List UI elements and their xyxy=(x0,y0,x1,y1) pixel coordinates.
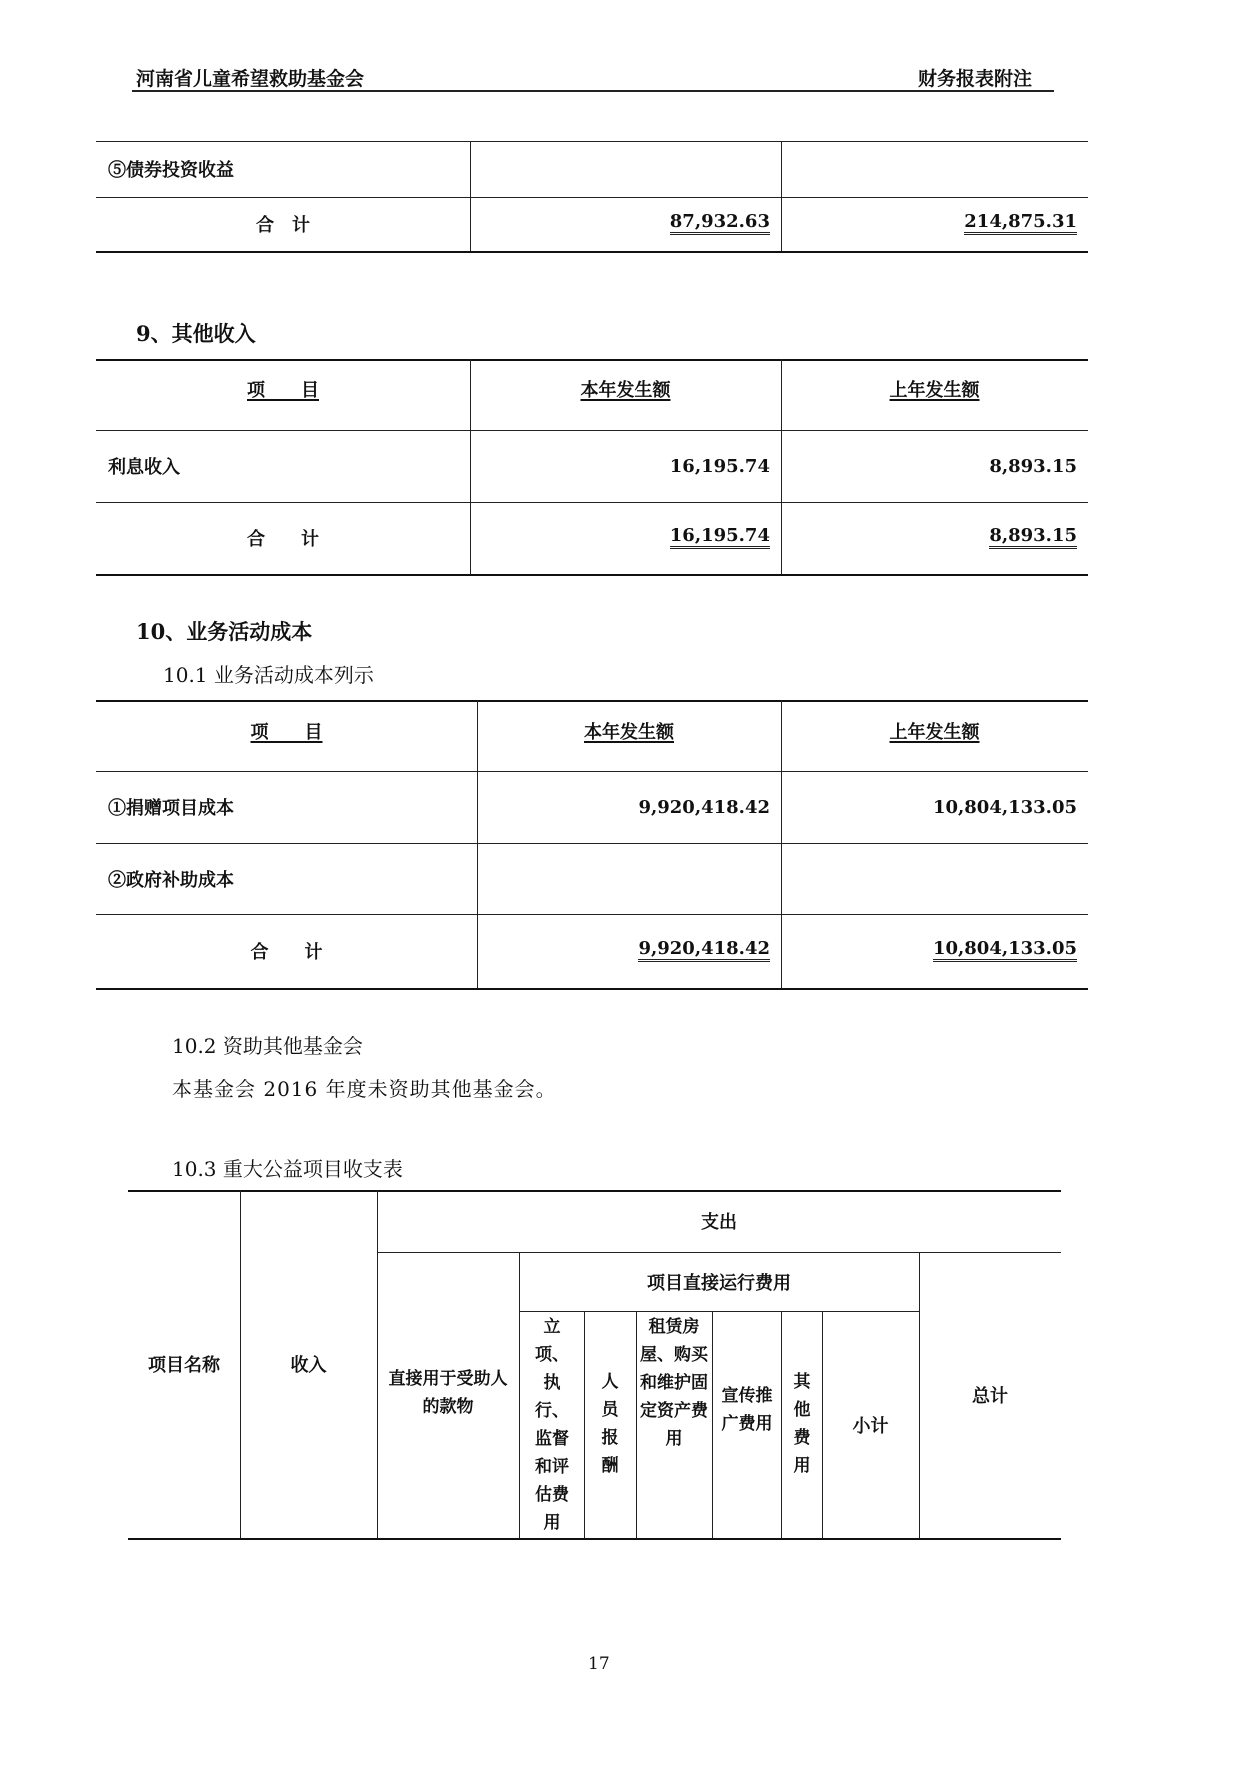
col-grand-total: 总计 xyxy=(972,1386,1008,1407)
donation-cost-current: 9,920,418.42 xyxy=(638,796,770,818)
section10-col-prior: 上年发生额 xyxy=(889,722,980,743)
gov-subsidy-cost-prior xyxy=(781,843,1077,914)
interest-income-label: 利息收入 xyxy=(108,457,180,478)
section10-total-prior: 10,804,133.05 xyxy=(933,940,1077,962)
section8-total-label: 合 计 xyxy=(256,215,310,236)
gov-subsidy-cost-label: ②政府补助成本 xyxy=(108,869,234,891)
section9-total-prior: 8,893.15 xyxy=(989,527,1077,549)
col-expense: 支出 xyxy=(701,1212,737,1233)
section10-total-current: 9,920,418.42 xyxy=(638,940,770,962)
section10-col-current: 本年发生额 xyxy=(584,722,674,743)
header-left: 河南省儿童希望救助基金会 xyxy=(136,68,365,90)
section10-title: 10、业务活动成本 xyxy=(136,619,313,644)
header-rule xyxy=(132,90,1054,92)
section10-3-title: 10.3 重大公益项目收支表 xyxy=(172,1157,403,1181)
section9-col-item: 项 目 xyxy=(247,380,319,401)
col-promotion-fee: 宣传推广费用 xyxy=(721,1386,773,1434)
section9-col-prior: 上年发生额 xyxy=(889,380,980,401)
page-number: 17 xyxy=(588,1654,610,1674)
col-project-name: 项目名称 xyxy=(148,1355,220,1376)
col-subtotal: 小计 xyxy=(852,1415,889,1437)
col-other-fee: 其他费用 xyxy=(793,1372,811,1476)
col-staff-pay: 人员报酬 xyxy=(601,1372,619,1476)
section8-total-current: 87,932.63 xyxy=(670,213,770,235)
col-project-execution-fee: 立项、执行、监督和评估费用 xyxy=(535,1317,569,1533)
interest-income-current: 16,195.74 xyxy=(669,455,770,477)
section8-total-prior: 214,875.31 xyxy=(964,213,1077,235)
bond-income-label: ⑤债券投资收益 xyxy=(108,160,234,181)
section10-col-item: 项 目 xyxy=(250,722,323,743)
section9-total-current: 16,195.74 xyxy=(670,527,770,549)
donation-cost-prior: 10,804,133.05 xyxy=(932,796,1077,818)
gov-subsidy-cost-current xyxy=(477,843,770,914)
col-rent-assets-fee: 租赁房屋、购买和维护固定资产费用 xyxy=(640,1317,708,1449)
section10-2-text: 本基金会 2016 年度未资助其他基金会。 xyxy=(172,1077,557,1101)
col-income: 收入 xyxy=(290,1355,327,1376)
section10-total-label: 合 计 xyxy=(250,942,323,963)
section9-col-current: 本年发生额 xyxy=(580,380,671,401)
section10-2-title: 10.2 资助其他基金会 xyxy=(172,1034,363,1058)
donation-cost-label: ①捐赠项目成本 xyxy=(108,798,234,819)
section9-total-label: 合 计 xyxy=(247,529,319,550)
interest-income-prior: 8,893.15 xyxy=(989,455,1077,477)
col-direct-ops: 项目直接运行费用 xyxy=(647,1272,791,1294)
section10-1-title: 10.1 业务活动成本列示 xyxy=(163,663,374,687)
header-right: 财务报表附注 xyxy=(918,68,1033,90)
col-direct-aid: 直接用于受助人的款物 xyxy=(388,1369,508,1417)
section9-title: 9、其他收入 xyxy=(136,321,256,346)
